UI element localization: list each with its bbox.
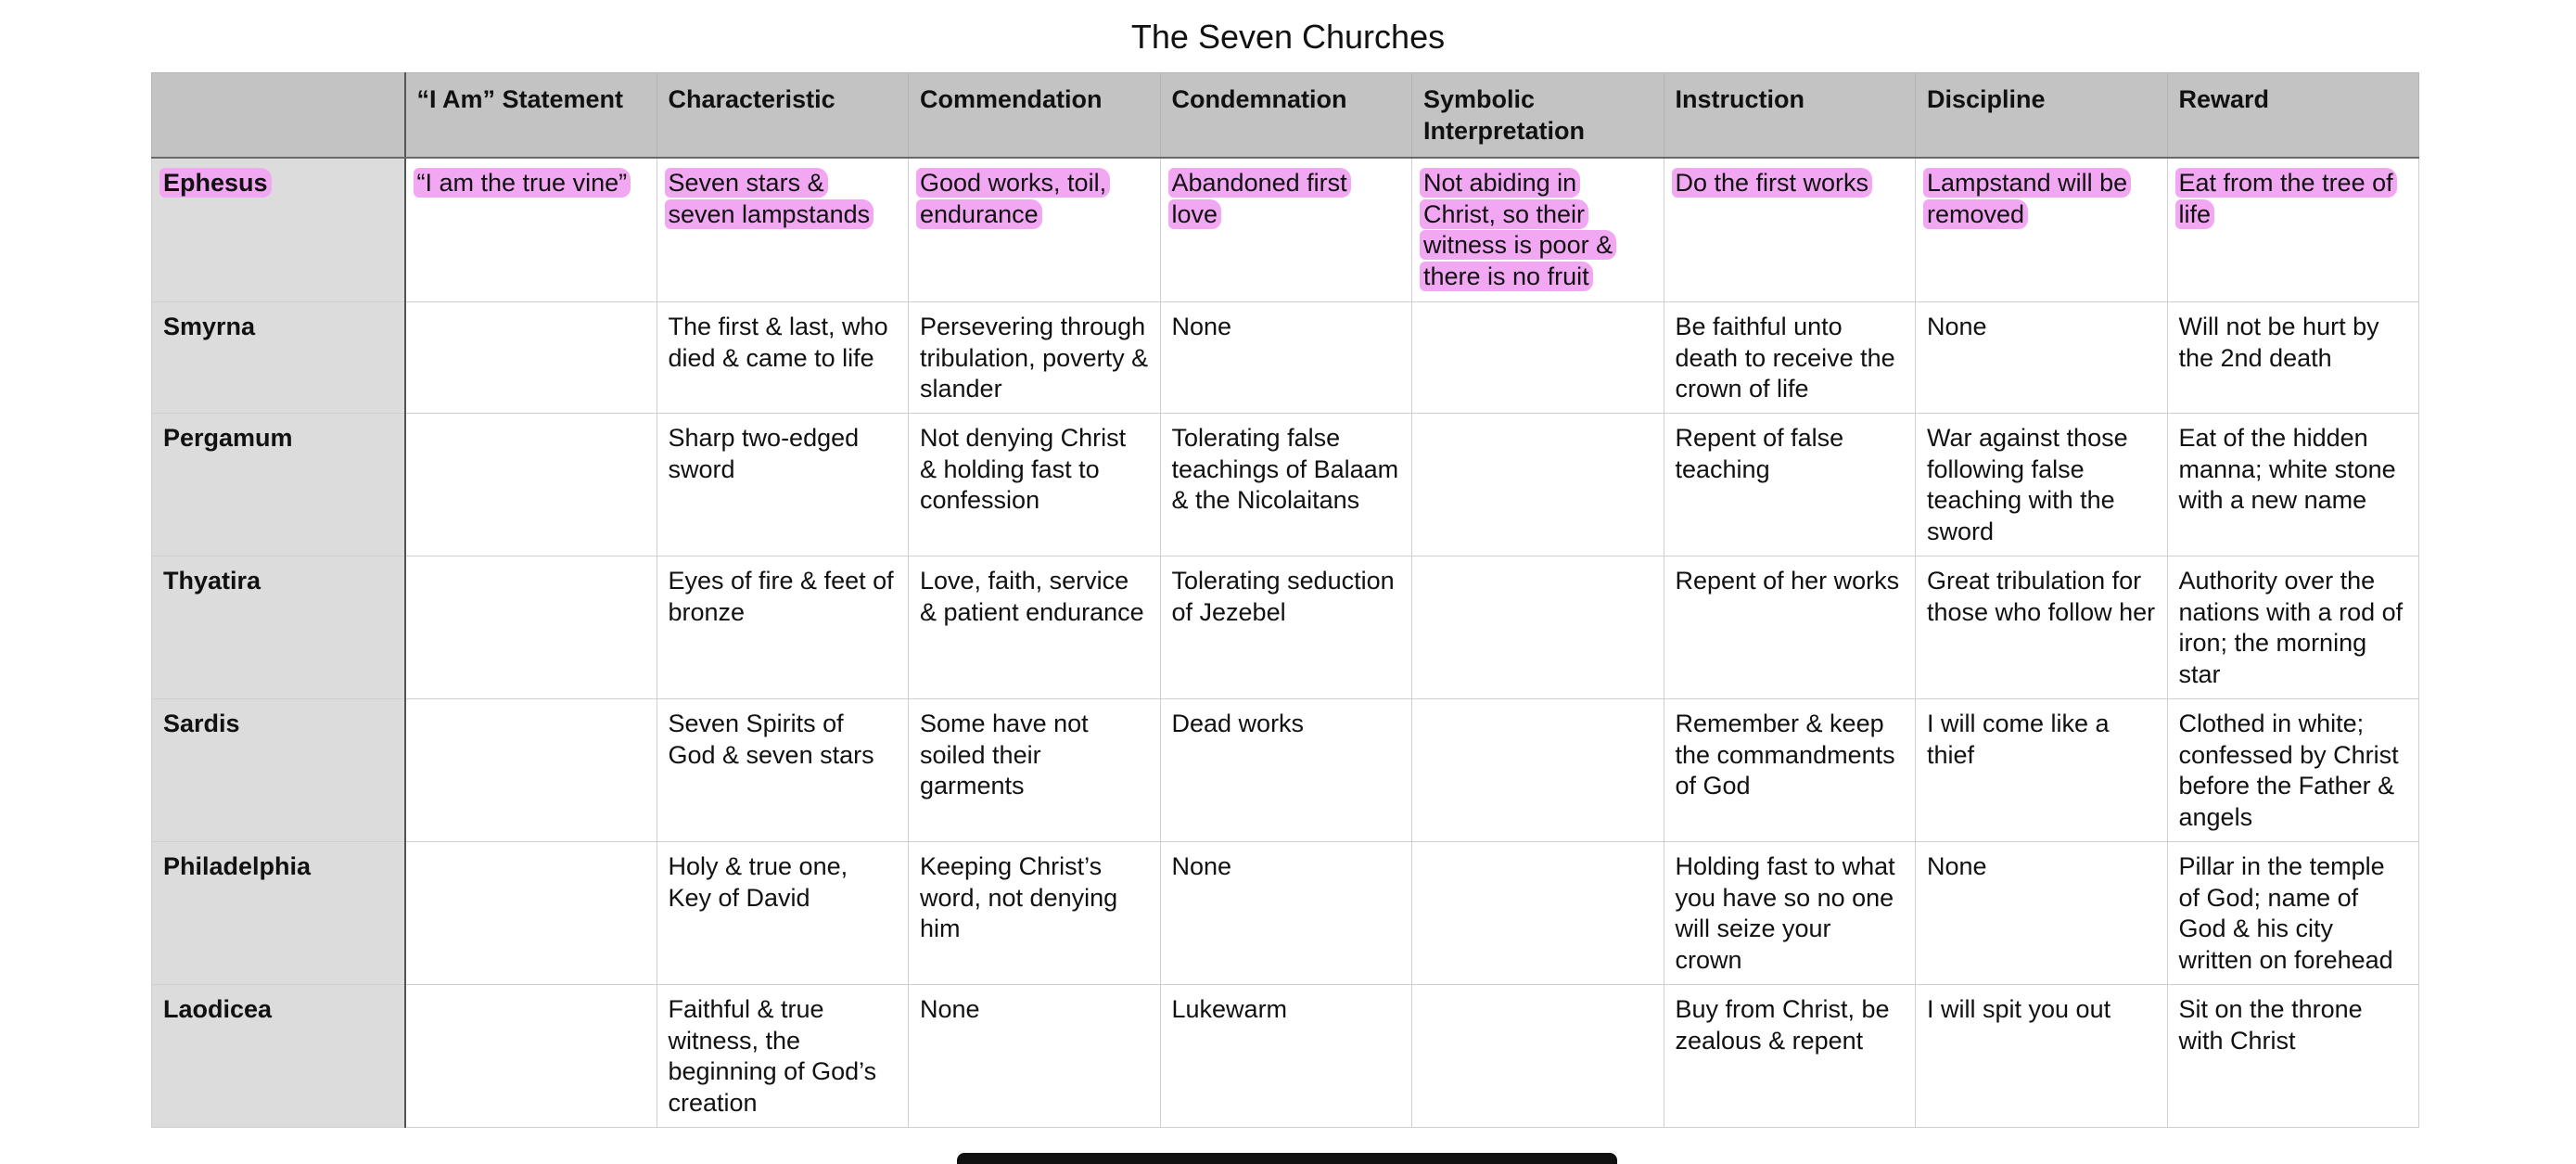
cell-symbolic-interpretation [1412, 414, 1664, 556]
cell-reward [2167, 556, 2419, 699]
cell-text: Tolerating false teachings of Balaam & the Nicolaitans [1171, 424, 1399, 514]
cell-commendation [909, 158, 1161, 302]
cell-condemnation [1160, 985, 1412, 1128]
cell-text: Be faithful unto death to receive the crown of life [1675, 313, 1895, 403]
cell-reward [2167, 985, 2419, 1128]
cell-symbolic-interpretation [1412, 302, 1664, 414]
cell-text: Tolerating seduction of Jezebel [1171, 567, 1395, 626]
cell-i-am-statement [405, 699, 657, 842]
cell-condemnation [1160, 842, 1412, 985]
cell-symbolic-interpretation [1412, 158, 1664, 302]
cell-text: Lampstand will be removed [1923, 168, 2131, 229]
table-row [152, 414, 2419, 556]
row-header-church [152, 699, 405, 842]
cell-text: Good works, toil, endurance [916, 168, 1110, 229]
column-header-i-am-statement: “I Am” Statement [405, 73, 657, 159]
cell-instruction [1664, 556, 1916, 699]
cell-text: Pillar in the temple of God; name of God & his city written on forehead [2178, 852, 2393, 974]
cell-text: Seven Spirits of God & seven stars [668, 710, 874, 769]
cell-text: Holy & true one, Key of David [668, 852, 848, 912]
cell-condemnation [1160, 556, 1412, 699]
cell-text: Seven stars & seven lampstands [665, 168, 874, 229]
cell-text: Love, faith, service & patient endurance [920, 567, 1144, 626]
cell-characteristic [657, 556, 909, 699]
cell-characteristic [657, 699, 909, 842]
cell-text: Authority over the nations with a rod of iron; the morning star [2178, 567, 2404, 688]
church-name: Laodicea [163, 995, 273, 1023]
cell-commendation [909, 842, 1161, 985]
cell-text: None [1927, 313, 1987, 340]
cell-text: I will come like a thief [1927, 710, 2110, 769]
cell-reward [2167, 158, 2419, 302]
header-row [152, 73, 2419, 159]
cell-condemnation [1160, 302, 1412, 414]
cell-text: Holding fast to what you have so no one will seize your crown [1675, 852, 1895, 974]
cell-characteristic [657, 842, 909, 985]
church-name: Pergamum [163, 424, 293, 452]
cell-reward [2167, 302, 2419, 414]
column-header-commendation: Commendation [909, 73, 1161, 159]
cell-text: None [920, 995, 980, 1023]
cell-i-am-statement [405, 556, 657, 699]
cell-text: Some have not soiled their garments [920, 710, 1089, 799]
cell-text: None [1171, 852, 1232, 880]
table-row [152, 302, 2419, 414]
cell-condemnation [1160, 158, 1412, 302]
cell-text: Clothed in white; confessed by Christ before the Father & angels [2178, 710, 2399, 831]
column-header-symbolic-interpretation: Symbolic Interpretation [1412, 73, 1664, 159]
cell-discipline [1916, 842, 2168, 985]
cell-characteristic [657, 302, 909, 414]
cell-instruction [1664, 414, 1916, 556]
cell-text: Buy from Christ, be zealous & repent [1675, 995, 1890, 1055]
cell-commendation [909, 985, 1161, 1128]
table-row [152, 842, 2419, 985]
cell-text: Eat of the hidden manna; white stone with a new name [2178, 424, 2396, 514]
cell-discipline [1916, 302, 2168, 414]
cell-symbolic-interpretation [1412, 985, 1664, 1128]
row-header-church [152, 556, 405, 699]
cell-i-am-statement [405, 842, 657, 985]
cell-reward [2167, 414, 2419, 556]
table-row [152, 985, 2419, 1128]
cell-text: None [1171, 313, 1232, 340]
cell-discipline [1916, 985, 2168, 1128]
cell-commendation [909, 302, 1161, 414]
cell-symbolic-interpretation [1412, 556, 1664, 699]
cell-instruction [1664, 842, 1916, 985]
church-name: Thyatira [163, 567, 261, 595]
table-row [152, 158, 2419, 302]
cell-text: Great tribulation for those who follow her [1927, 567, 2156, 626]
cell-commendation [909, 414, 1161, 556]
cell-text: Keeping Christ’s word, not denying him [920, 852, 1118, 942]
cell-characteristic [657, 414, 909, 556]
cell-text: Repent of false teaching [1675, 424, 1844, 483]
cell-text: Persevering through tribulation, poverty & slander [920, 313, 1149, 403]
row-header-church [152, 302, 405, 414]
cell-text: Faithful & true witness, the beginning of God’s creation [668, 995, 877, 1117]
church-name: Philadelphia [163, 852, 312, 880]
church-name: Sardis [163, 710, 240, 737]
cell-discipline [1916, 556, 2168, 699]
column-header-discipline: Discipline [1916, 73, 2168, 159]
cell-i-am-statement [405, 302, 657, 414]
cell-text: Not abiding in Christ, so their witness is poor & there is no fruit [1420, 168, 1616, 291]
window-bottom-edge [957, 1153, 1617, 1164]
cell-text: I will spit you out [1927, 995, 2111, 1023]
cell-text: Abandoned first love [1168, 168, 1351, 229]
cell-reward [2167, 699, 2419, 842]
cell-characteristic [657, 158, 909, 302]
cell-i-am-statement [405, 414, 657, 556]
cell-text: The first & last, who died & came to life [668, 313, 888, 372]
cell-text: None [1927, 852, 1987, 880]
corner-cell [152, 73, 405, 159]
column-header-instruction: Instruction [1664, 73, 1916, 159]
cell-text: Sharp two-edged sword [668, 424, 860, 483]
cell-text: Sit on the throne with Christ [2178, 995, 2363, 1055]
cell-text: Eat from the tree of life [2175, 168, 2397, 229]
cell-discipline [1916, 414, 2168, 556]
cell-discipline [1916, 158, 2168, 302]
cell-discipline [1916, 699, 2168, 842]
cell-commendation [909, 556, 1161, 699]
cell-i-am-statement [405, 158, 657, 302]
cell-text: Will not be hurt by the 2nd death [2178, 313, 2379, 372]
cell-i-am-statement [405, 985, 657, 1128]
cell-instruction [1664, 302, 1916, 414]
document-title: The Seven Churches [1130, 18, 1446, 56]
table-row [152, 556, 2419, 699]
row-header-church [152, 985, 405, 1128]
column-header-reward: Reward [2167, 73, 2419, 159]
cell-text: Not denying Christ & holding fast to confession [920, 424, 1127, 514]
cell-condemnation [1160, 699, 1412, 842]
cell-characteristic [657, 985, 909, 1128]
cell-condemnation [1160, 414, 1412, 556]
cell-instruction [1664, 699, 1916, 842]
seven-churches-table [151, 72, 2419, 1128]
cell-text: Do the first works [1672, 168, 1873, 198]
cell-instruction [1664, 985, 1916, 1128]
cell-symbolic-interpretation [1412, 842, 1664, 985]
cell-reward [2167, 842, 2419, 985]
cell-symbolic-interpretation [1412, 699, 1664, 842]
cell-text: Dead works [1171, 710, 1305, 737]
cell-text: Lukewarm [1171, 995, 1288, 1023]
row-header-church [152, 414, 405, 556]
cell-text: Eyes of fire & feet of bronze [668, 567, 894, 626]
cell-instruction [1664, 158, 1916, 302]
column-header-characteristic: Characteristic [657, 73, 909, 159]
cell-text: Repent of her works [1675, 567, 1900, 595]
church-name: Smyrna [163, 313, 256, 340]
table-row [152, 699, 2419, 842]
row-header-church [152, 158, 405, 302]
cell-text: War against those following false teaching with the sword [1927, 424, 2128, 545]
cell-commendation [909, 699, 1161, 842]
row-header-church [152, 842, 405, 985]
church-name: Ephesus [159, 168, 272, 198]
cell-text: Remember & keep the commandments of God [1675, 710, 1895, 799]
cell-text: “I am the true vine” [414, 168, 631, 198]
column-header-condemnation: Condemnation [1160, 73, 1412, 159]
